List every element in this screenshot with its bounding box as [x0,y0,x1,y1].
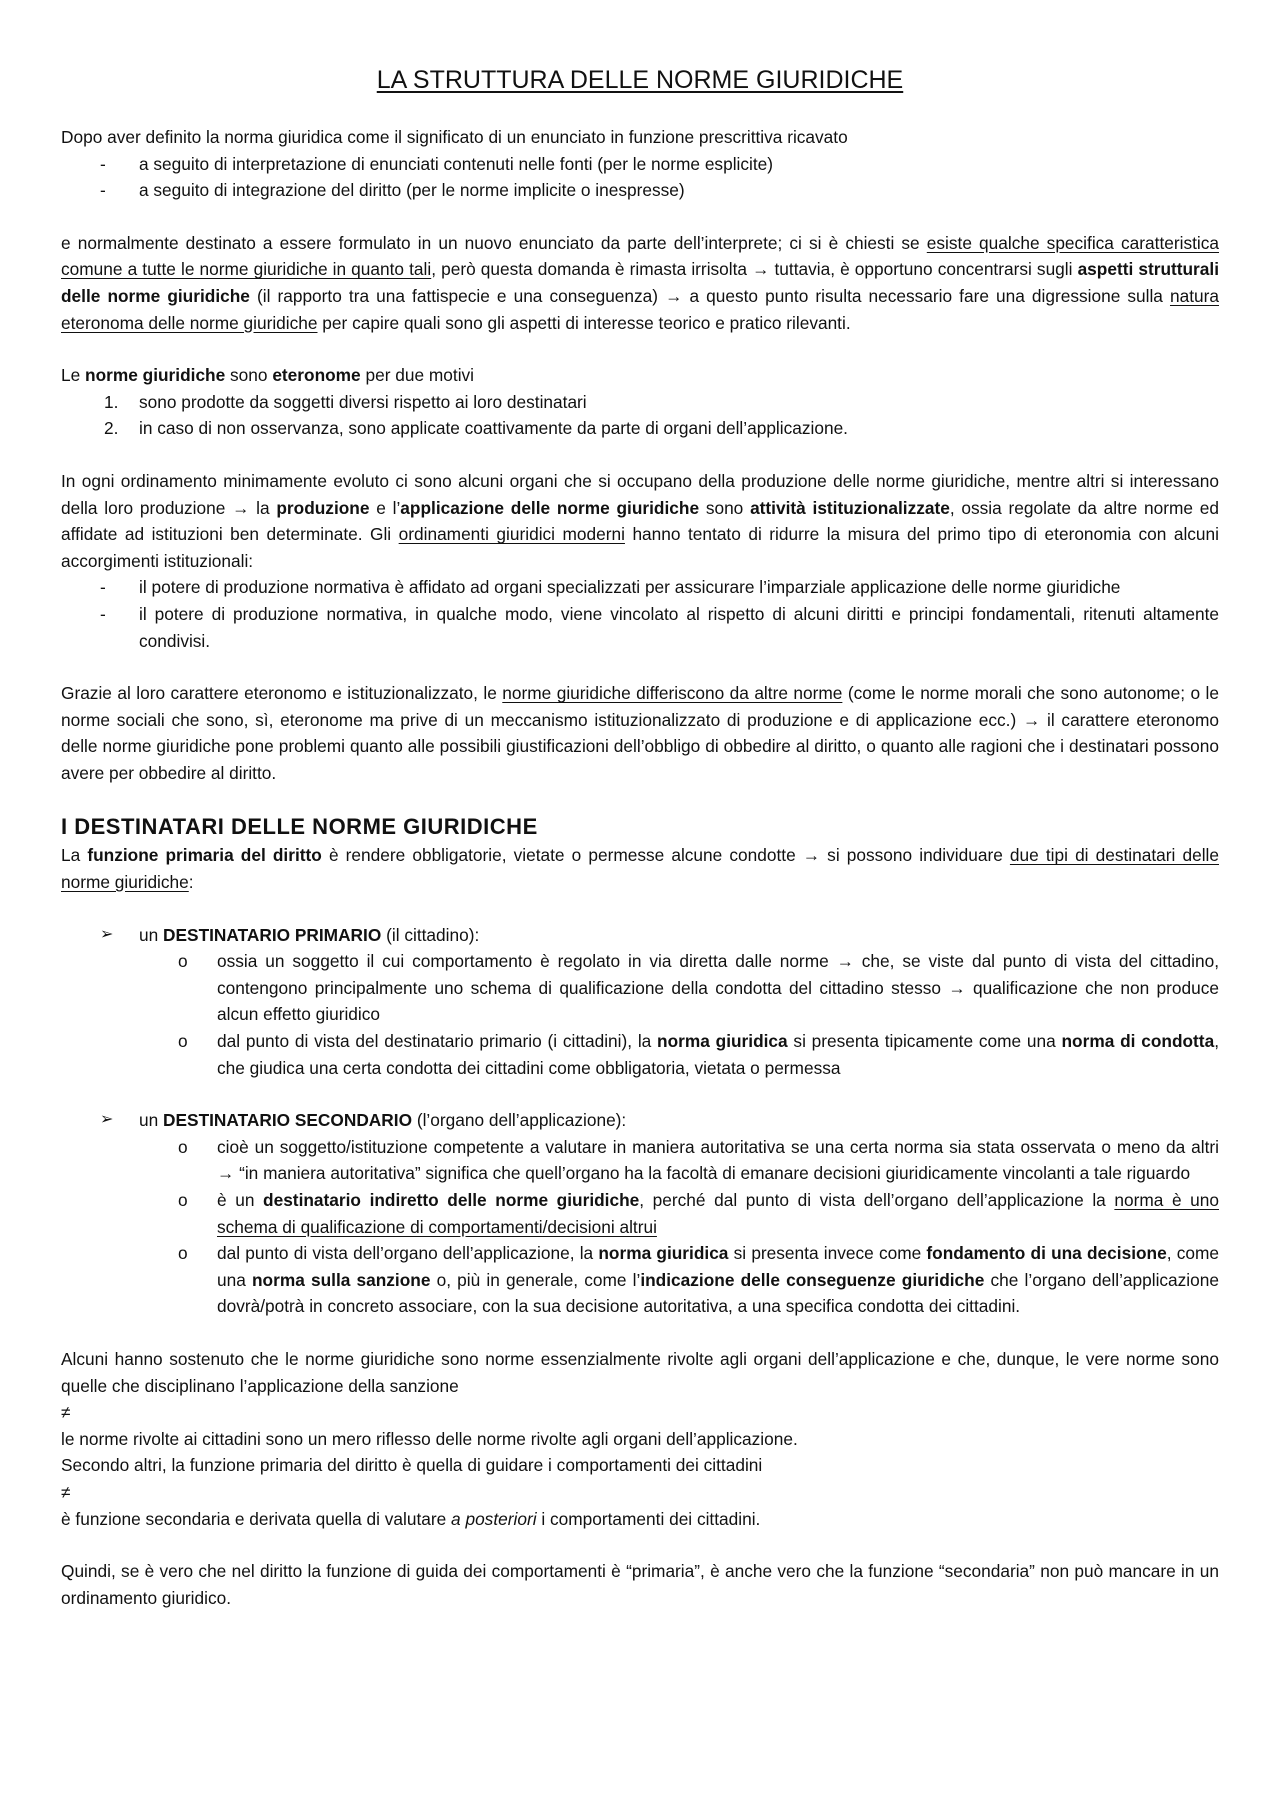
paragraph-teorie: Alcuni hanno sostenuto che le norme giuridiche sono norme essenzialmente rivolte agli organi dell’applicazione e che, dunque, le vere norme sono quelle che disciplinano l’applicazione della sanzione ≠ le norme rivolte ai cittadini sono un mero riflesso delle norme rivolte agli organi dell’applicazione. Secondo altri, la funzione primaria del diritto è quella di guidare i comportamenti dei cittadini ≠ è funzione secondaria e derivata quella di valutare a posteriori i comportamenti dei cittadini. [61,1348,1219,1529]
list-item: 1. sono prodotte da soggetti diversi rispetto ai loro destinatari [104,391,587,412]
not-equal-symbol: ≠ [61,1402,71,1423]
paragraph-ordinamento: In ogni ordinamento minimamente evoluto ci sono alcuni organi che si occupano della produzione delle norme giuridiche, mentre altri si interessano della loro produzione → la produzione e l’applicazione delle norme giuridiche sono attività istituzionalizzate, ossia regolate da altre norme ed affidate ad istituzioni ben determinate. Gli ordinamenti giuridici moderni hanno tentato di ridurre la misura del primo tipo di eteronomia con alcuni accorgimenti istituzionali: [61,470,1220,571]
underlined-text: natura eteronoma delle norme giuridiche [61,285,1219,333]
dash-marker: - [100,153,106,174]
list-item: o è un destinatario indiretto delle norme giuridiche, perché dal punto di vista dell’organo dell’applicazione la norma è uno schema di qualificazione di comportamenti/decisioni altrui [178,1190,1220,1237]
list-item: o dal punto di vista dell’organo dell’applicazione, la norma giuridica si presenta invece come fondamento di una decisione, come una norma sulla sanzione o, più in generale, come l’indicazione delle conseguenze giuridiche che l’organo dell’applicazione dovrà/potrà in concreto associare, con la sua decisione autoritativa, a una specifica condotta dei cittadini. [178,1243,1220,1317]
bold-text: aspetti strutturali delle norme giuridiche [61,259,1220,306]
list-item: o dal punto di vista del destinatario primario (i cittadini), la norma giuridica si presenta tipicamente come una norma di condotta, che giudica una certa condotta dei cittadini come obbligatoria, vietata o permessa [178,1031,1219,1078]
list-item: o ossia un soggetto il cui comportamento è regolato in via diretta dalle norme → che, se viste dal punto di vista del cittadino, contengono principalmente uno schema di qualificazione della condotta del cittadino stesso → qualificazione che non produce alcun effetto giuridico [178,951,1219,1025]
paragraph-conclusione: Quindi, se è vero che nel diritto la funzione di guida dei comportamenti è “primaria”, è anche vero che la funzione “secondaria” non può mancare in un ordinamento giuridico. [61,1561,1219,1608]
paragraph-differenze: Grazie al loro carattere eteronomo e istituzionalizzato, le norme giuridiche differiscono da altre norme (come le norme morali che sono autonome; o le norme sociali che sono, sì, eteronome ma prive di un meccanismo istituzionalizzato di produzione e di applicazione ecc.) → il carattere eteronomo delle norme giuridiche pone problemi quanto alle possibili giustificazioni dell’obbligo di obbedire al diritto, o quanto alle ragioni che i destinatari possono avere per obbedire al diritto. [61,683,1219,783]
arrow-bullet-icon: ➢ [100,925,114,943]
list-item: o cioè un soggetto/istituzione competente a valutare in maniera autoritativa se una certa norma sia stata osservata o meno da altri → “in maniera autoritativa” significa che quell’organo ha la facoltà di emanare decisioni giuridicamente vincolanti a tale riguardo [178,1136,1219,1184]
destinatario-secondario: ➢ un DESTINATARIO SECONDARIO (l’organo dell’applicazione): [61,1107,1219,1134]
not-equal-symbol: ≠ [61,1481,71,1502]
numbered-list [61,389,1219,442]
destinatari-list [61,922,1219,949]
section-lead: La funzione primaria del diritto è rendere obbligatorie, vietate o permesse alcune condotte → si possono individuare due tipi di destinatari delle norme giuridiche: [61,845,1219,893]
list-item: 2. in caso di non osservanza, sono applicate coattivamente da parte di organi dell’applicazione. [104,418,848,439]
destinatario-primario: ➢ un DESTINATARIO PRIMARIO (il cittadino): [61,922,1219,949]
list-item: - a seguito di integrazione del diritto (per le norme implicite o inespresse) [61,177,1219,204]
arrow-bullet-icon: ➢ [100,1111,114,1129]
intro-lead: Dopo aver definito la norma giuridica come il significato di un enunciato in funzione prescrittiva ricavato [61,127,848,147]
section-heading: I DESTINATARI DELLE NORME GIURIDICHE [61,814,538,840]
paragraph-eteronome: Le norme giuridiche sono eteronome per due motivi [61,365,475,386]
underlined-text: esiste qualche specifica caratteristica comune a tutte le norme giuridiche in quanto tali [61,232,1219,280]
intro-list [61,151,1219,204]
accorgimenti-list [61,574,1219,654]
secondary-sublist [61,1134,1219,1320]
list-item: - il potere di produzione normativa è affidato ad organi specializzati per assicurare l’imparziale applicazione delle norme giuridiche [100,577,1121,598]
page-title: LA STRUTTURA DELLE NORME GIURIDICHE [376,66,904,94]
primary-sublist [61,948,1219,1081]
dash-marker: - [100,180,106,201]
list-item: - a seguito di interpretazione di enunciati contenuti nelle fonti (per le norme esplicite) [61,151,1219,178]
destinatari-list-2 [61,1107,1219,1134]
paragraph-structure: e normalmente destinato a essere formulato in un nuovo enunciato da parte dell’interprete; ci si è chiesti se esiste qualche specifica caratteristica comune a tutte le norme giuridiche in quanto tali, però questa domanda è rimasta irrisolta → tuttavia, è opportuno concentrarsi sugli aspetti strutturali delle norme giuridiche (il rapporto tra una fattispecie e una conseguenza) → a questo punto risulta necessario fare una digressione sulla natura eteronoma delle norme giuridiche per capire quali sono gli aspetti di interesse teorico e pratico rilevanti. [61,232,1220,333]
list-item: - il potere di produzione normativa, in qualche modo, viene vincolato al rispetto di alcuni diritti e principi fondamentali, ritenuti altamente condivisi. [100,603,1219,651]
